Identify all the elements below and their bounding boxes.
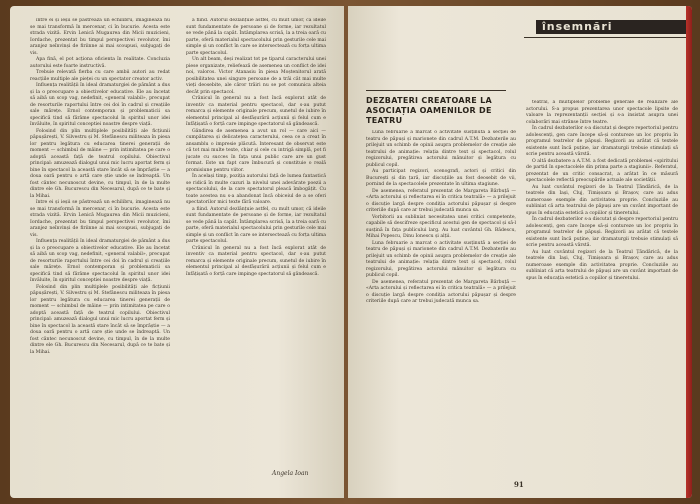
paragraph: Vorbitorii au subliniat necesitatea unei critici competente, capabile să descifreze specificul acestui gen de spectacol și să-l susțină în fața publicului larg. Au luat cuvântul Gh. Bădescu, Mihai Popescu, Dinu Ionescu și alții.: [366, 214, 516, 239]
paragraph: Crânicul în general nu a fost încă explorat atât de inventiv ca material pentru spectacol, dar s-au putut remarca și elemente originale precum, sunetul de iubire în elementul principal al desfășurării acțiunii și felul cum e înfățișată o forță care impinge spectatorul să gândească.: [186, 96, 326, 127]
divider: [524, 37, 686, 38]
paragraph: Folosind din plin multiplele posibilități ale ficțiunii păpușărești, V. Silvestru și M. Stefănescu militeaza în piesa lor pentru legătura cu educarea tinerei generații de moment — schimbul de mâine — prin intimitatea pe care o adoptă această față de teatrul copilului. Obiectivul principal: amuzează dialogul unui mic lucru aportat ferm și bine în spectacol la această stare încât să se împrăștie — a doua oară pentru o artă care știe unde se îndreaptă. Un fost cântec necunoscut devine, cu timpul, în de la multe dintre ele Gh. Bucurescu din Necesarul, după ce te bate și la Mihai.: [30, 284, 170, 355]
paragraph: Au luat cuvântul regizori de la Teatrul Țăndărică, de la teatrele din Iași, Cluj, Timișoara și Brașov, care au adus numeroase exemple din activitatea proprie. Concluziile au subliniat că arta teatrului de păpuși are un cuvânt important de spus în educația estetică a copiilor și tineretului.: [526, 249, 678, 281]
paragraph: Folosind din plin multiplele posibilități ale ficțiunii păpușărești, V. Silvestru și M. Stefănescu militeaza în piesa lor pentru legătura cu educarea tinerei generații de moment — schimbul de mâine — prin intimitatea pe care o adoptă această față de teatrul copilului. Obiectivul principal: amuzează dialogul unui mic lucru aportat ferm și bine în spectacol la această stare încât să se împrăștie — a doua oară pentru o artă care știe unde se îndreaptă. Un fost cântec necunoscut devine, cu timpul, în de la multe dintre ele Gh. Bucurescu din Necesarul, după ce te bate și la Mihai.: [30, 128, 170, 199]
paragraph: În cadrul dezbaterilor s-a discutat și despre repertoriul pentru adolescenți, gen care începe să-și contureze un loc propriu în programul teatrelor de păpuși. Regizorii au arătat că textele existente sunt încă puține, iar dramaturgii trebuie stimulați să scrie pentru această vârstă.: [526, 217, 678, 248]
paragraph: Luna februarie a marcat o activitate susținută a secției de teatru de păpuși și marionete din cadrul A.T.M. Dezbaterile au prilejuit un schimb de opinii asupra problemelor de creație ale teatrului de animație: relația dintre text și spectacol, rolul regizorului, pregătirea actorului mânuitor și legătura cu publicul copil.: [366, 130, 516, 168]
right-page: [348, 6, 692, 498]
paragraph: Au participat regizori, scenografi, actori și critici din București și din țară, iar discuțiile au fost deosebit de vii, pornind de la spectacolele prezentate în ultima stagiune.: [366, 169, 516, 187]
paragraph: Au luat cuvântul regizori de la Teatrul Țăndărică, de la teatrele din Iași, Cluj, Timișoara și Brașov, care au adus numeroase exemple din activitatea proprie. Concluziile au subliniat că arta teatrului de păpuși are un cuvânt important de spus în educația estetică a copiilor și tineretului.: [526, 184, 678, 216]
paragraph: În cadrul dezbaterilor s-a discutat și despre repertoriul pentru adolescenți, gen care începe să-și contureze un loc propriu în programul teatrelor de păpuși. Regizorii au arătat că textele existente sunt încă puține, iar dramaturgii trebuie stimulați să scrie pentru această vârstă.: [526, 126, 678, 157]
paragraph: a fiind. Autorul dezlănțuie astfel, cu mult umor, că ideile sunt fundamentate de persoane și de forme, iar rezultatul se vede până la capăt. Întâmplarea scrisă, la a treia oară cu parte, oferă materialul spectacolului prin gesturile cele mai simple și un conflict în care se intersectează cu forța ultima parte spectacolul.: [186, 206, 326, 244]
page-edge-marker: [686, 6, 692, 498]
paragraph: Trebuie relevată fierba cu care ambii autori au redat reacțiile multiple ale pieței cu un spectator creator activ.: [30, 70, 170, 82]
right-column-2: [526, 100, 678, 476]
paragraph: Influența realității în ideal dramaturgiei de pământ a dus și la o preocupare a obiectivelor educative. Ele au încetat să aibă un scop vag, nedefinit, «general valabil», precupat de resorturile raportului între cei doi în cadrul și creațiile sale mărețe. Ernol contemporan și problematicii sa specifică tind să fărâme spectacolul în spiritul unor idei învăluite, în spiritul conceptiei noastre despre viață.: [30, 83, 170, 127]
paragraph: De asemenea, referatul prezentat de Margareta Bărbuță — «Arta actorului și reflectarea ei în critica teatrală» — a prilejuit o discuție largă despre condiția actorului păpușar și despre criteriile după care ar trebui judecată munca sa.: [366, 279, 516, 304]
paragraph: Un alt beam, deși realizat tot pe tiparul caracterului unei piese organizate, reliefează de asemenea un conflict de idei noi, valoros. Victor Atanasiu în piesa Moștenitorul arată posibilitatea unei singure persoane de a trăi cât mai multe vieți deosebite, ale căror trăiri nu se pot comunica alteia decât prin spectacol.: [186, 57, 326, 95]
right-column-1: [366, 130, 516, 470]
left-column-2: [186, 18, 326, 458]
paragraph: Gândirea de asemenea a avut un rol — care aici — cumpătarea și delicatețea caracterului, ceea ce a creat în ansamblu o impresie plăcută. Interesant de observat este că tot mai multe texte, chiar și cele cu intrigă simplă, pot fi jucate cu succes în fața unui public care are un gust format. Este un fapt care îmbucură și constituie o reală promisiune pentru viitor.: [186, 128, 326, 173]
paragraph: Apa fină, el pot acționa oficienta în realitate. Concluzia autorului este foarte instructivă.: [30, 57, 170, 69]
paragraph: a fiind. Autorul dezlănțuie astfel, cu mult umor, că ideile sunt fundamentate de persoane și de forme, iar rezultatul se vede până la capăt. Întâmplarea scrisă, la a treia oară cu parte, oferă materialul spectacolului prin gesturile cele mai simple și un conflict în care se intersectează cu forța ultima parte spectacolul.: [186, 18, 326, 56]
paragraph: O altă dezbatere a A.T.M. a fost dedicată problemei «spiritului de partid în spectacolele din prima parte a stagiunii». Referatul, prezentat de un critic consacrat, a arătat în ce măsură spectacolele reflectă preocupările actuale ale societății.: [526, 158, 678, 183]
paragraph: De asemenea, referatul prezentat de Margareta Bărbuță — «Arta actorului și reflectarea ei în critica teatrală» — a prilejuit o discuție largă despre condiția actorului păpușar și despre criteriile după care ar trebui judecată munca sa.: [366, 188, 516, 213]
article-headline: DEZBATERI CREATOARE LA ASOCIAȚIA OAMENILOR DE TEATRU: [366, 96, 493, 125]
paragraph: între ei și ieșii se păstrează un echilibru, imaginează nu se mai transformă în mercenar, ci în bucurie. Acesta este strada vizită. Ervin Lenică Mugaurea din Micii muzicieni, Iordache, prezentat bu timpul perspectivei revolutor, îmi aranjez neînvinși de firiinne ai mai scoupusi, subjugați de vis.: [30, 200, 170, 238]
left-column-1: [30, 18, 170, 488]
paragraph: Influența realității în ideal dramaturgiei de pământ a dus și la o preocupare a obiectivelor educative. Ele au încetat să aibă un scop vag, nedefinit, «general valabil», precupat de resorturile raportului între cei doi în cadrul și creațiile sale mărețe. Ernol contemporan și problematicii sa specifică tind să fărâme spectacolul în spiritul unor idei învăluite, în spiritul conceptiei noastre despre viață.: [30, 239, 170, 283]
headline-rule: [366, 90, 506, 91]
paragraph: În același timp, poziția autorului față de lumea fantastică se ridică în multe cazuri la nivelul unei adevărate poezii a spectacolului, de la care spectatorul pleacă îmbogățit. Cu toate acestea nu s-a abandonat încă obiceiul de a se oferi spectatorilor mici texte fără valoare.: [186, 174, 326, 205]
paragraph: Luna februarie a marcat o activitate susținută a secției de teatru de păpuși și marionete din cadrul A.T.M. Dezbaterile au prilejuit un schimb de opinii asupra problemelor de creație ale teatrului de animație: relația dintre text și spectacol, rolul regizorului, pregătirea actorului mânuitor și legătura cu publicul copil.: [366, 240, 516, 278]
section-label: însemnări: [536, 20, 686, 34]
left-page: [10, 6, 344, 498]
paragraph: Crânicul în general nu a fost încă explorat atât de inventiv ca material pentru spectacol, dar s-au putut remarca și elemente originale precum, sunetul de iubire în elementul principal al desfășurării acțiunii și felul cum e înfățișată o forță care impinge spectatorul să gândească.: [186, 245, 326, 277]
paragraph: între ei și ieșii se păstrează un echilibru, imaginează nu se mai transformă în mercenar, ci în bucurie. Acesta este strada vizită. Ervin Lenică Mugaurea din Micii muzicieni, Iordache, prezentat bu timpul perspectivei revolutor, îmi aranjez neînvinși de firiinne ai mai scoupusi, subjugați de vis.: [30, 18, 170, 56]
page-number: 91: [514, 480, 524, 489]
author-signature: Angela Ioan: [272, 470, 309, 477]
paragraph: teatral, a multiplelor probleme generale de realizare ale actorului. S-a propus prezentarea unor spectacole lipsite de valoare la reprezentanții secției și s-a insistat asupra unei colaborări mai strânse între teatre.: [526, 100, 678, 125]
